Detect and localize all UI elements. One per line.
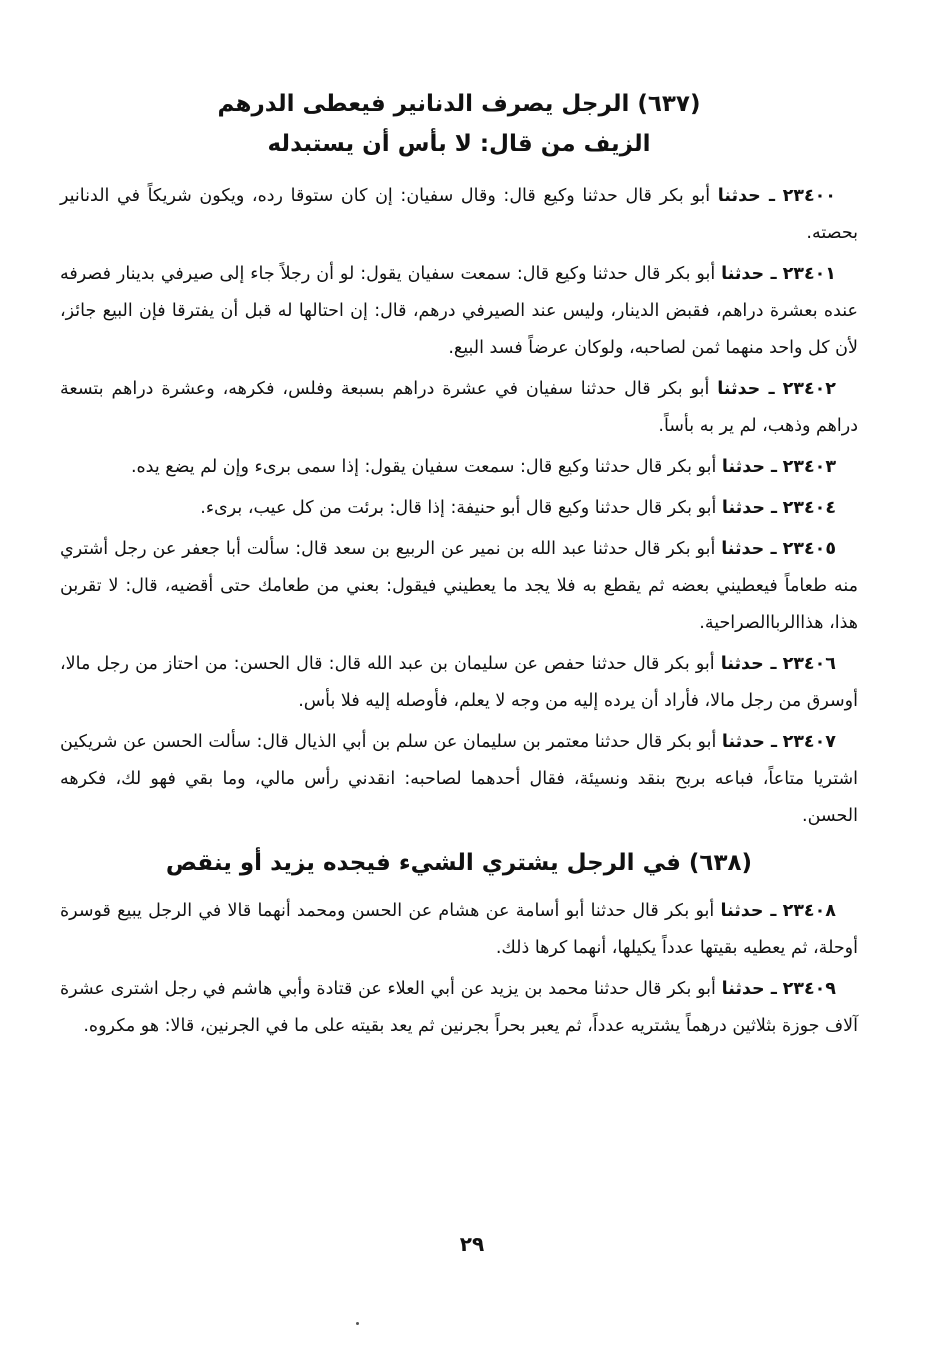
- page-body: [60, 84, 858, 1049]
- chapter-637-title: (٦٣٧) الرجل يصرف الدنانير فيعطى الدرهم: [217, 91, 701, 117]
- hadith-lead: ـ حدثنا: [720, 901, 777, 921]
- hadith-text: أبو بكر قال حدثنا سفيان في عشرة دراهم بسبعة وفلس، فكرهه، وعشرة دراهم بتسعة دراهم وذهب، لم ير به بأساً.: [60, 379, 858, 436]
- hadith-number: ٢٣٤٠٣: [782, 457, 836, 477]
- chapter-638-title: (٦٣٨) في الرجل يشتري الشيء فيجده يزيد أو ينقص: [165, 850, 753, 876]
- hadith-lead: ـ حدثنا: [720, 654, 777, 674]
- hadith-23409: [60, 971, 858, 1045]
- hadith-number: ٢٣٤٠٨: [782, 901, 836, 921]
- hadith-text: أبو بكر قال حدثنا محمد بن يزيد عن أبي العلاء عن قتادة وأبي هاشم في رجل اشترى عشرة آلاف جوزة بثلاثين درهماً يشتريه عدداً، ثم يعبر بحراً بجرنين ثم يعد بقيته على ما في الجرنين، قالا: هو مكروه.: [60, 979, 858, 1036]
- hadith-lead: ـ حدثنا: [721, 979, 777, 999]
- hadith-text: أبو بكر قال حدثنا وكيع قال: وقال سفيان: إن كان ستوقا رده، ويكون شريكاً في الدنانير بحصته.: [60, 186, 858, 243]
- hadith-lead: ـ حدثنا: [721, 264, 777, 284]
- hadith-number: ٢٣٤٠٢: [782, 379, 836, 399]
- hadith-text: أبو بكر قال حدثنا وكيع قال أبو حنيفة: إذا قال: برئت من كل عيب، برىء.: [200, 498, 717, 518]
- hadith-number: ٢٣٤٠٠: [782, 186, 836, 206]
- hadith-number: ٢٣٤٠٩: [782, 979, 836, 999]
- hadith-23404: [60, 490, 858, 527]
- hadith-23400: [60, 178, 858, 252]
- hadith-lead: ـ حدثنا: [721, 457, 778, 477]
- hadith-text: أبو بكر قال حدثنا حفص عن سليمان بن عبد الله قال: قال الحسن: من احتاز من رجل مالا، أوسرق من رجل مالا، فأراد أن يرده إليه من وجه لا يعلم، فأوصله إليه فلا بأس.: [60, 654, 858, 711]
- chapter-637-subtitle: الزيف من قال: لا بأس أن يستبدله: [267, 131, 651, 157]
- hadith-23405: [60, 531, 858, 642]
- hadith-23407: [60, 724, 858, 835]
- hadith-lead: ـ حدثنا: [717, 186, 775, 206]
- hadith-lead: ـ حدثنا: [721, 539, 777, 559]
- hadith-text: أبو بكر قال حدثنا عبد الله بن نمير عن الربيع بن سعد قال: سألت أبا جعفر عن رجل أشتري منه طعاماً فيعطيني بعضه ثم يقطع به فلا يجد ما يعطيني فيقول: بعني من طعامك حتى أقضيه، قال: لا تقربن هذا، هذاالرباالصراحية.: [60, 539, 858, 633]
- hadith-number: ٢٣٤٠٦: [782, 654, 836, 674]
- hadith-number: ٢٣٤٠٥: [782, 539, 836, 559]
- hadith-23402: [60, 371, 858, 445]
- page-number: ٢٩: [459, 1232, 485, 1256]
- hadith-lead: ـ حدثنا: [717, 379, 775, 399]
- hadith-number: ٢٣٤٠٧: [782, 732, 836, 752]
- hadith-number: ٢٣٤٠١: [782, 264, 836, 284]
- hadith-lead: ـ حدثنا: [721, 732, 777, 752]
- hadith-text: أبو بكر قال حدثنا أبو أسامة عن هشام عن الحسن ومحمد أنهما قالا في الرجل يبيع قوسرة أوحلة، ثم يعطيه بقيتها عدداً يكيلها، أنهما كرها ذلك.: [60, 901, 858, 958]
- hadith-number: ٢٣٤٠٤: [782, 498, 836, 518]
- scan-speck: [356, 1322, 359, 1325]
- hadith-23403: [60, 449, 858, 486]
- hadith-23401: [60, 256, 858, 367]
- hadith-lead: ـ حدثنا: [721, 498, 778, 518]
- hadith-text: أبو بكر قال حدثنا وكيع قال: سمعت سفيان يقول: إذا سمى برىء وإن لم يضع يده.: [130, 457, 717, 477]
- hadith-text: أبو بكر قال حدثنا وكيع قال: سمعت سفيان يقول: لو أن رجلاً جاء إلى صيرفي بدينار فصرفه عنده بعشرة دراهم، فقبض الدينار، وليس عند الصيرفي درهم، قال: إن احتالها له قبل أن يفترقا فإن البيع جائز، لأن كل واحد منهما ثمن لصاحبه، ولوكان عرضاً فسد البيع.: [60, 264, 858, 358]
- hadith-text: أبو بكر قال حدثنا معتمر بن سليمان عن سلم بن أبي الذيال قال: سألت الحسن عن شريكين اشتريا متاعاً، فباعه بربح بنقد ونسيئة، فقال أحدهما لصاحبه: انقدني رأس مالي، وما بقي فهو لك، فكرهه الحسن.: [60, 732, 858, 826]
- hadith-23406: [60, 646, 858, 720]
- hadith-23408: [60, 893, 858, 967]
